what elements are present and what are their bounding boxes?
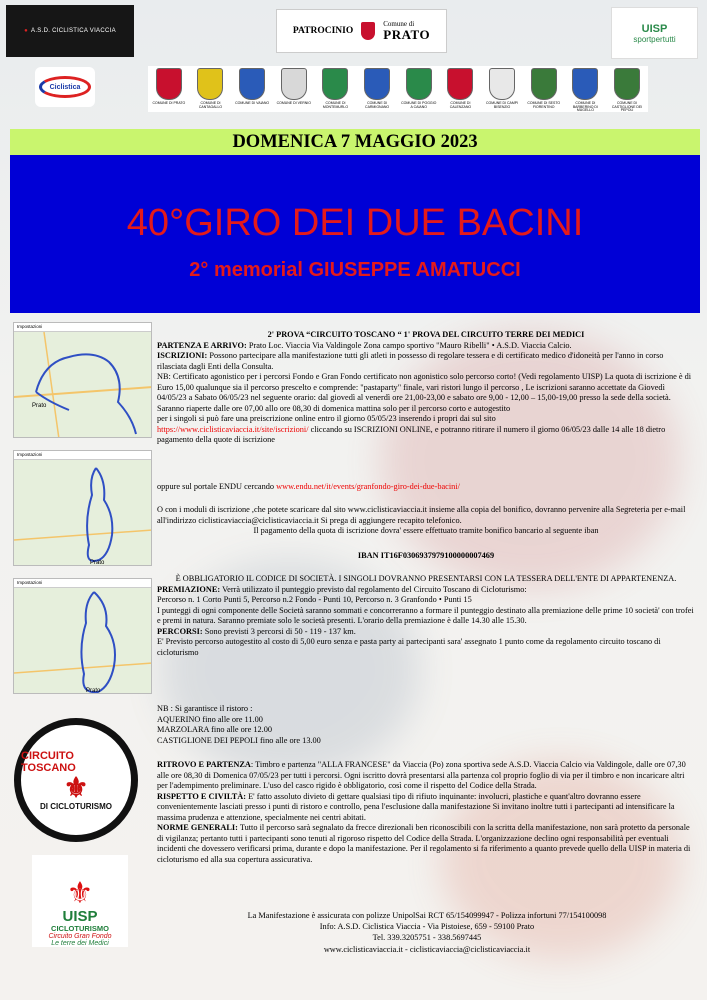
uisp-sportpertutti-logo xyxy=(611,7,698,59)
comune-stemma xyxy=(441,68,479,109)
partenza-paragraph xyxy=(157,341,695,352)
ristoro-item: CASTIGLIONE DEI PEPOLI fino alle ore 13.00 xyxy=(157,735,321,745)
endu-text: oppure sul portale ENDU cercando xyxy=(157,482,277,491)
section-endu xyxy=(157,482,695,493)
codice-societa-notice: È OBBLIGATORIO IL CODICE DI SOCIETÀ. I SINGOLI DOVRANNO PRESENTARSI CON LA TESSERA DELL'ENTE DI APPARTENENZA. xyxy=(175,574,677,583)
gran-fondo-text: Circuito Gran Fondo xyxy=(48,933,112,940)
stemma-icon xyxy=(156,68,182,100)
iscrizioni-online-paragraph xyxy=(157,425,695,446)
endu-link[interactable]: www.endu.net/it/events/granfondo-giro-dei-due-bacini/ xyxy=(276,482,460,491)
comune-label: COMUNE DI POGGIO A CAIANO xyxy=(401,101,437,109)
asd-logo-text: A.S.D. CICLISTICA VIACCIA xyxy=(31,28,116,34)
stemma-icon xyxy=(364,68,390,100)
event-date-bar xyxy=(10,129,700,155)
iscrizioni-paragraph xyxy=(157,351,695,372)
premiazione-desc: I punteggi di ogni componente delle Società saranno sommati e concorreranno a formare il punteggio destinato alla premiazione delle prime 10 società' con trofei e premi in natura. Saranno premiate solo le società presenti. L'orario della premiazione è dalle 14.30 alle 15.30. xyxy=(157,605,694,626)
map-route-corto xyxy=(14,332,152,438)
comune-label: COMUNE DI CALENZANO xyxy=(449,101,472,109)
prato-shield-icon xyxy=(361,22,375,40)
circuito-toscano-cicloturismo-logo xyxy=(14,718,138,842)
comune-label: COMUNE DI SESTO FIORENTINO xyxy=(527,101,561,109)
stemma-icon xyxy=(531,68,557,100)
map-percorso-medio xyxy=(13,450,152,566)
premiazione-text: Verrà utilizzato il punteggio previsto dal regolamento del Circuito Toscano di Cicloturismo: xyxy=(220,584,527,594)
ritiro-label: RITROVO E PARTENZA xyxy=(157,760,251,769)
iscrizioni-label: ISCRIZIONI: xyxy=(157,351,208,361)
rispetto-text: E' fatto assoluto divieto di gettare qualsiasi tipo di rifiuto inquinante: involucri, plastiche e quant'altro dovranno essere convenientemente lasciati presso i punti di ristoro e controllo, pena l'esclusione dalla manifestazione Si invitano inoltre tutti i partecipanti ad intensificare la massima prudenza e attenzione, specialmente nei centri abitati. xyxy=(157,791,675,822)
stemma-icon xyxy=(447,68,473,100)
footer-assicurazione: La Manifestazione è assicurata con polizze UnipolSai RCT 65/154099947 - Polizza infortuni 77/154100098 xyxy=(247,911,607,920)
iscrizioni-link[interactable]: https://www.ciclisticaviaccia.it/site/iscrizioni/ xyxy=(157,424,309,434)
premiazione-label: PREMIAZIONE: xyxy=(157,584,221,594)
rispetto-paragraph xyxy=(157,792,695,824)
map-route-medio xyxy=(14,460,152,566)
premiazione-paragraph xyxy=(157,585,695,596)
comune-label: COMUNE DI BARBERINO DI MUGELLO xyxy=(572,101,598,112)
footer-indirizzo: Info: A.S.D. Ciclistica Viaccia - Via Pistoiese, 659 - 59100 Prato xyxy=(319,922,535,932)
comune-label: COMUNE DI PRATO xyxy=(152,101,186,105)
section-ristori xyxy=(157,704,695,746)
fleur-de-lis-icon: ⚜ xyxy=(66,877,94,910)
percorsi-paragraph xyxy=(157,627,695,638)
map-percorso-corto xyxy=(13,322,152,438)
uisp-text: UISP xyxy=(62,908,98,925)
map-percorso-lungo xyxy=(13,578,152,694)
comune-stemma xyxy=(150,68,188,106)
comune-label: COMUNE DI CARMIGNANO xyxy=(365,101,390,109)
comune-stemma xyxy=(608,68,646,113)
norme-label: NORME GENERALI: xyxy=(157,823,238,833)
stemma-icon xyxy=(197,68,223,100)
patrocinio-box xyxy=(276,9,447,53)
ct-logo-bottom-text: DI CICLOTURISMO xyxy=(40,801,112,811)
stemma-icon xyxy=(322,68,348,100)
ristoro-item: AQUERINO fino alle ore 11.00 xyxy=(157,714,263,724)
percorsi-text: Sono previsti 3 percorsi di 50 - 119 - 137 km. xyxy=(202,626,356,636)
norme-paragraph xyxy=(157,823,695,865)
stemma-icon xyxy=(614,68,640,100)
comune-di-label: Comune di xyxy=(383,20,415,28)
section-regolamento xyxy=(157,760,695,865)
asd-ciclistica-viaccia-logo: ● A.S.D. CICLISTICA VIACCIA xyxy=(6,5,134,57)
stemma-icon xyxy=(572,68,598,100)
map-header: Impostazioni xyxy=(14,323,151,332)
prescrizione-paragraph: per i singoli si può fare una preiscrizione online entro il giorno 05/05/23 inserendo i propri dai sul sito xyxy=(157,414,496,424)
asd-ciclistica-oval: Ciclistica xyxy=(39,76,91,98)
ritiro-text: : Timbro e partenza "ALLA FRANCESE" da Viaccia (Po) zona sportiva sede A.S.D. Viaccia Calcio via Valdingole, dalle ore 07,30 alle ore 08,30 di Domenica 07/05/23 per tutti i percorsi. Ogni iscritto dovrà presentarsi alla partenza col proprio foglio di via per il timbro e non incaricare altri per l'adempimento preliminare. L'uso del casco rigido è obbligatorio, così come il rispetto del Codice della Strada. xyxy=(157,760,686,791)
footer-web-email[interactable]: www.ciclisticaviaccia.it - ciclisticaviaccia@ciclisticaviaccia.it xyxy=(323,944,531,954)
comune-prato-logo xyxy=(383,21,430,41)
event-subtitle: 2° memorial GIUSEPPE AMATUCCI xyxy=(189,259,521,281)
stemma-icon xyxy=(281,68,307,100)
percorsi-label: PERCORSI: xyxy=(157,626,203,636)
comune-stemma xyxy=(233,68,271,106)
section-iscrizioni xyxy=(157,330,695,446)
patrocinio-label: PATROCINIO xyxy=(292,26,354,36)
event-date: DOMENICA 7 MAGGIO 2023 xyxy=(232,131,478,152)
percorsi-desc: E' Previsto percorso autogestito al costo di 5,00 euro senza e pasta party ai partecipanti sara' assegnato 1 punto come da regolamento circuito toscano di cicloturismo xyxy=(157,637,661,657)
comune-label: COMUNE DI CASTIGLIONE DEI PEPOLI xyxy=(611,101,643,112)
cicloturismo-text: CICLOTURISMO xyxy=(51,924,109,933)
iscrizioni-online-text: cliccando su ISCRIZIONI ONLINE, e potranno ritirare il numero il giorno 06/05/23 dalle 14 alle 18 dietro pagamento della quote di iscrizione xyxy=(157,424,666,445)
partenza-label: PARTENZA E ARRIVO: xyxy=(157,340,247,350)
section-moduli xyxy=(157,505,695,537)
pagamento-paragraph: Il pagamento della quota di iscrizione dovra' essere effettuato tramite bonifico bancario al seguente iban xyxy=(253,526,599,536)
event-title: 40°GIRO DEI DUE BACINI xyxy=(126,202,584,244)
norme-text: Tutto il percorso sarà segnalato da frecce direzionali ben riconoscibili con la scritta della manifestazione, non sarà protetto da personale di vigilanza; pertanto tutti i partecipanti sono tenuti al rigoroso rispetto del Codice della Strada. L'organizzazione declino ogni responsabilità per eventuali incidenti che dovessero verificarsi prima, durante e dopo la manifestazione. Per il regolamento si fa riferimento a quanto prevede quello della UISP in materia di cicloturismo ed alla sua copertura assicurativa. xyxy=(157,823,691,864)
comuni-stemmi-row xyxy=(148,66,648,112)
footer-telefono: Tel. 339.3205751 - 338.5697445 xyxy=(372,933,482,943)
comune-label: COMUNE DI CAMPI BISENZIO xyxy=(486,101,519,109)
ristori-nb: NB : Si garantisce il ristoro : xyxy=(157,704,253,713)
section-premiazione xyxy=(157,574,695,658)
map-place-corto: Prato xyxy=(32,403,47,409)
comune-stemma xyxy=(191,68,229,109)
comune-stemma xyxy=(275,68,313,106)
iban-text: IBAN IT16F0306937979100000007469 xyxy=(357,551,495,560)
ct-logo-top-text: CIRCUITO TOSCANO xyxy=(21,749,76,774)
rispetto-label: RISPETTO E CIVILTÀ: xyxy=(157,791,246,801)
comune-label: COMUNE DI VAIANO xyxy=(235,101,270,105)
map-header: Impostazioni xyxy=(14,451,151,460)
fleur-de-lis-icon: ⚜ xyxy=(63,771,89,803)
comune-label: COMUNE DI VERNIO xyxy=(276,101,311,105)
footer-info xyxy=(157,910,697,955)
uisp-logo-text: UISP xyxy=(641,22,668,35)
map-header: Impostazioni xyxy=(14,579,151,588)
comune-stemma xyxy=(566,68,604,113)
iscrizioni-text: Possono partecipare alla manifestazione tutti gli atleti in possesso di regolare tessera e di certificato medico d'idoneità per l'anno in corso rilasciata dagli Enti della Consulta. xyxy=(157,351,664,371)
prova-heading: 2' PROVA “CIRCUITO TOSCANO “ 1' PROVA DEL CIRCUITO TERRE DEI MEDICI xyxy=(267,330,585,339)
uisp-cicloturismo-logo xyxy=(32,855,128,947)
asd-ciclistica-small-logo xyxy=(35,67,95,107)
comune-stemma xyxy=(483,68,521,109)
stemma-icon xyxy=(406,68,432,100)
map-place-lungo: Prato xyxy=(86,688,101,694)
stemma-icon xyxy=(489,68,515,100)
map-place-medio: Prato xyxy=(90,560,105,566)
terre-medici-text: Le terre dei Medici xyxy=(51,940,109,947)
comune-stemma xyxy=(400,68,438,109)
endu-paragraph xyxy=(157,482,695,493)
map-route-lungo xyxy=(14,588,152,694)
comune-label: COMUNE DI CANTAGALLO xyxy=(198,101,223,109)
nb-paragraph: NB: Certificato agonistico per i percorsi Fondo e Gran Fondo certificato non agonistico solo percorso corto! (Vedi regolamento UISP) La quota di iscrizione è di Euro 15,00 qualunque sia il percorso prescelto e comprende: "pastaparty" finale, vari ristori lungo il percorso , Le iscrizioni saranno accettate da Giovedì 04/05/23 a Sabato 06/05/23 nel seguente orario: dal giovedì al venerdì ore 21,00-23,00 e sabato ore 9,00 - 12,00 – 15,00-19,00 presso la sede della società. Saranno riaperte dalle ore 07,00 allo ore 08,30 di domenica mattina solo per il percorso corto e autogestito xyxy=(157,372,692,413)
ritiro-paragraph xyxy=(157,760,695,792)
comune-label: COMUNE DI MONTEMURLO xyxy=(322,101,349,109)
comune-stemma xyxy=(316,68,354,109)
partenza-text: Prato Loc. Viaccia Via Valdingole Zona campo sportivo "Mauro Ribelli" • A.S.D. Viaccia Calcio. xyxy=(246,340,572,350)
sportpertutti-text: sportpertutti xyxy=(633,34,676,44)
premiazione-punti: Percorso n. 1 Corto Punti 5, Percorso n.2 Fondo - Punti 10, Percorso n. 3 Granfondo • Punti 15 xyxy=(157,595,472,605)
prato-label: PRATO xyxy=(383,27,431,42)
comune-stemma xyxy=(358,68,396,109)
moduli-paragraph: O con i moduli di iscrizione ,che potete scaricare dal sito www.ciclisticaviaccia.it insieme alla copia del bonifico, dovranno pervenire alla Segreteria per e-mail all'indirizzo ciclisticaviaccia@ciclisticaviaccia.it Si prega di aggiungere recapito telefonico. xyxy=(157,505,686,525)
comune-stemma xyxy=(525,68,563,109)
ristoro-item: MARZOLARA fino alle ore 12.00 xyxy=(157,725,272,735)
stemma-icon xyxy=(239,68,265,100)
